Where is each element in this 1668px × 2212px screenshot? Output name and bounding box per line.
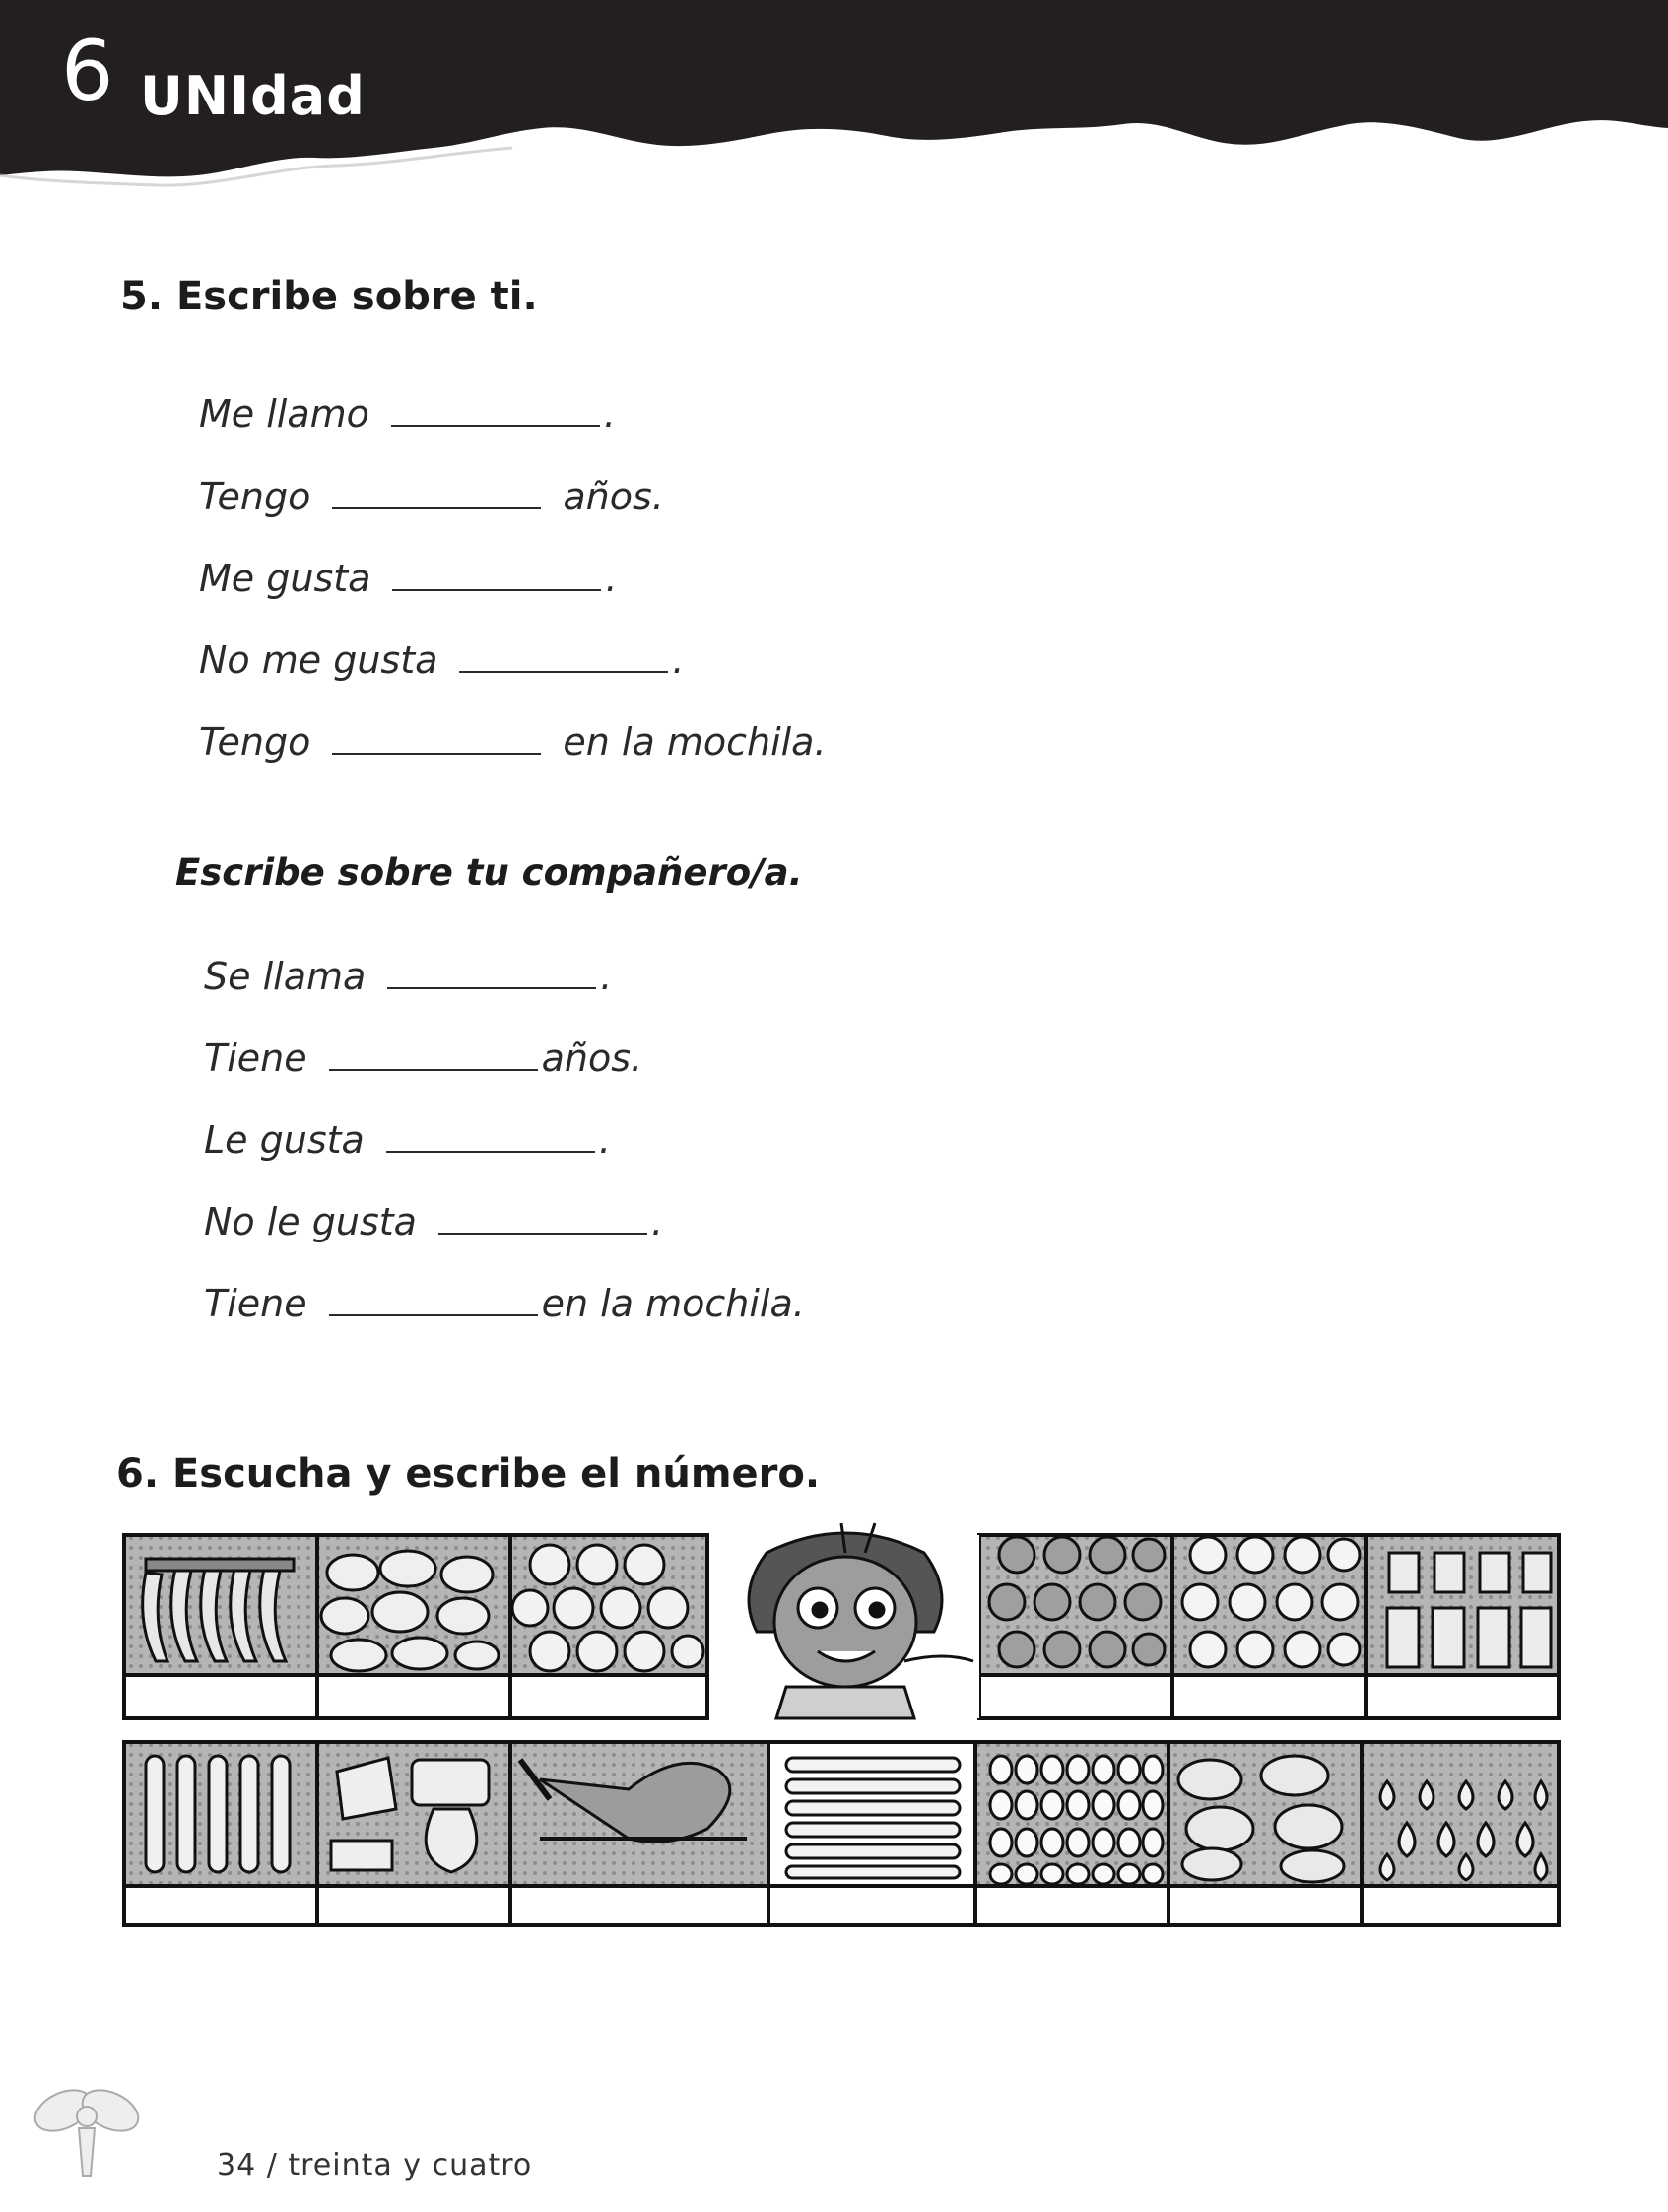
sentence-end: . bbox=[672, 638, 685, 682]
sentence-end: . bbox=[598, 1118, 611, 1162]
about-partner-line bbox=[204, 1035, 642, 1082]
answer-blank[interactable] bbox=[386, 1117, 595, 1153]
exercise-6-heading: 6. Escucha y escribe el número. bbox=[116, 1451, 821, 1497]
sentence-start: No me gusta bbox=[199, 638, 438, 682]
answer-blank[interactable] bbox=[387, 954, 596, 989]
answer-box[interactable] bbox=[975, 1886, 1168, 1925]
sentence-end: . bbox=[650, 1200, 664, 1243]
market-grid bbox=[116, 1513, 1572, 1931]
about-me-line bbox=[199, 555, 618, 602]
sentence-end: años. bbox=[541, 1037, 643, 1080]
answer-box[interactable] bbox=[1168, 1886, 1362, 1925]
sentence-start: No le gusta bbox=[204, 1200, 417, 1243]
sentence-start: Me llamo bbox=[199, 392, 369, 436]
unit-number: 6 bbox=[61, 23, 114, 119]
about-me-line bbox=[199, 718, 827, 766]
exercise-5-heading: 5. Escribe sobre ti. bbox=[120, 274, 538, 319]
sentence-start: Tengo bbox=[199, 475, 311, 518]
about-partner-line bbox=[204, 1198, 663, 1245]
sentence-start: Me gusta bbox=[199, 557, 371, 600]
sentence-start: Se llama bbox=[204, 955, 367, 998]
answer-box[interactable] bbox=[510, 1886, 768, 1925]
answer-blank[interactable] bbox=[329, 1281, 538, 1316]
sentence-end: . bbox=[605, 557, 618, 600]
about-partner-line bbox=[204, 953, 612, 1000]
answer-blank[interactable] bbox=[459, 637, 668, 673]
sentence-end: . bbox=[603, 392, 617, 436]
answer-box[interactable] bbox=[317, 1675, 510, 1718]
answer-blank[interactable] bbox=[438, 1199, 647, 1235]
sentence-end: en la mochila. bbox=[541, 1282, 805, 1325]
potatoes-icon bbox=[321, 1551, 499, 1671]
unit-title: UNIdad bbox=[140, 65, 366, 127]
sentence-start: Le gusta bbox=[204, 1118, 365, 1162]
sentence-start: Tengo bbox=[199, 720, 311, 764]
answer-box[interactable] bbox=[124, 1675, 317, 1718]
market-stall-illustration bbox=[116, 1513, 1572, 1931]
answer-box[interactable] bbox=[124, 1886, 317, 1925]
answer-blank[interactable] bbox=[392, 556, 601, 591]
answer-box[interactable] bbox=[1366, 1675, 1559, 1718]
fairy-mascot-icon bbox=[28, 2077, 146, 2189]
sentence-start: Tiene bbox=[204, 1282, 307, 1325]
about-partner-line bbox=[204, 1280, 805, 1327]
sentence-end: años. bbox=[563, 475, 664, 518]
sentence-end: en la mochila. bbox=[563, 720, 827, 764]
page-footer: 34 / treinta y cuatro bbox=[217, 2148, 533, 2182]
answer-box[interactable] bbox=[317, 1886, 510, 1925]
sentence-end: . bbox=[600, 955, 613, 998]
about-me-line bbox=[199, 390, 616, 437]
answer-box[interactable] bbox=[768, 1886, 975, 1925]
answer-blank[interactable] bbox=[332, 474, 541, 509]
answer-blank[interactable] bbox=[391, 391, 600, 427]
answer-box[interactable] bbox=[1172, 1675, 1366, 1718]
about-me-line bbox=[199, 637, 685, 684]
answer-box[interactable] bbox=[510, 1675, 707, 1718]
about-partner-line bbox=[204, 1116, 611, 1164]
vendor-girl-illustration bbox=[711, 1523, 979, 1718]
answer-box[interactable] bbox=[979, 1675, 1172, 1718]
sentence-start: Tiene bbox=[204, 1037, 307, 1080]
partner-heading: Escribe sobre tu compañero/a. bbox=[175, 851, 803, 894]
answer-blank[interactable] bbox=[329, 1036, 538, 1071]
answer-blank[interactable] bbox=[332, 719, 541, 755]
about-me-line bbox=[199, 473, 664, 520]
answer-box[interactable] bbox=[1362, 1886, 1559, 1925]
